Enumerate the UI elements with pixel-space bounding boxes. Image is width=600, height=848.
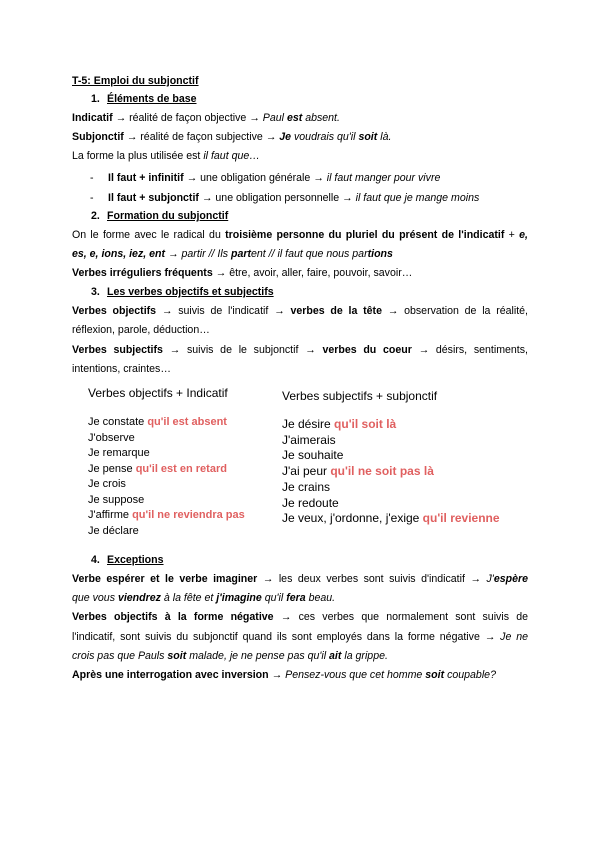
example: absent. [302,112,340,124]
term: verbes du coeur [322,344,412,356]
table-row [88,416,227,429]
verb-phrase: Je déclare [88,524,139,537]
text: On le forme avec le radical du [72,229,226,241]
line-formation [72,229,528,242]
text: → une obligation personnelle → [198,192,356,204]
table-row [88,432,135,445]
table-row [282,481,330,494]
term: Verbes irréguliers fréquents [72,267,213,279]
example: J' [486,573,494,585]
verb-phrase: Je souhaite [282,448,344,463]
line-negative [72,611,528,624]
example-verb: soit [425,669,445,681]
verb-phrase: Je désire [282,417,335,431]
example-subject: Je [279,131,292,143]
section-heading-3 [91,286,274,299]
text: La forme la plus utilisée est [72,150,204,162]
line-endings [72,248,393,261]
example: partir // Ils [181,248,231,260]
verb-phrase: Je suppose [88,493,145,506]
term: Verbes subjectifs [72,344,163,356]
example: coupable? [444,669,496,681]
text: → [268,669,286,681]
text: réflexion, parole, déduction… [72,324,210,336]
example-verb: fera [286,592,306,604]
line-esperer [72,573,528,586]
example: beau. [305,592,336,604]
example-ending: tions [367,248,393,260]
text: → [165,248,182,260]
term: Indicatif [72,112,113,124]
example: là. [377,131,392,143]
example: Paul [262,112,287,124]
verb-phrase: J'affirme [88,509,133,521]
verb-phrase: Je redoute [282,495,339,510]
table-row [88,478,126,491]
text: → ces verbes que normalement sont suivis de [273,611,529,623]
verb-phrase: Je veux, j'ordonne, j'exige [282,511,423,526]
term: Après une interrogation avec inversion [72,669,269,681]
example-verb: soit [358,131,378,143]
verb-phrase: Je pense [88,462,136,475]
line-forme [72,150,260,163]
text: → observation de la réalité, [381,305,528,317]
example: que vous [72,592,118,604]
example: Pensez-vous que cet homme [285,669,426,681]
line-reflexion [72,324,210,337]
highlighted-clause: qu'il revienne [422,511,500,526]
term: Subjonctif [72,131,124,143]
endings: es, e, ions, iez, ent [72,248,166,260]
table-row [282,512,500,525]
highlighted-clause: qu'il soit là [334,417,397,431]
section-number: 2. [91,210,100,222]
table-row [88,463,227,476]
verb-phrase: J'aimerais [282,432,336,447]
example: voudrais qu'il [291,131,359,143]
highlighted-clause: qu'il ne reviendra pas [132,509,245,521]
section-title: Les verbes objectifs et subjectifs [107,286,274,298]
term: Il faut + infinitif [108,172,184,184]
section-number: 3. [91,286,100,298]
text: intentions, craintes… [72,363,171,375]
text: → suivis de le subjonctif → [162,344,323,356]
text: → réalité de façon objective → [112,112,263,124]
table-left-header: Verbes objectifs + Indicatif [88,386,228,400]
example: malade, je ne pense pas qu'il [186,650,330,662]
line-intentions [72,363,171,376]
line-negative-example [72,650,388,663]
example: ent // il faut que nous par [250,248,368,260]
section-heading-4 [91,554,164,567]
section-title: Éléments de base [107,93,197,105]
line-indicatif [72,112,340,125]
bullet-dash: - [90,172,94,184]
highlighted-clause: qu'il est absent [147,416,227,428]
term: verbes de la tête [290,305,382,317]
section-title: Formation du subjonctif [107,210,229,222]
highlighted-clause: qu'il ne soit pas là [330,464,434,479]
section-heading-2 [91,210,228,223]
example: il faut manger pour vivre [326,172,441,184]
section-number: 4. [91,554,100,566]
line-verbes-objectifs [72,305,528,318]
verb-phrase: J'observe [88,431,135,444]
section-number: 1. [91,93,100,105]
table-row [282,418,396,431]
page-title: T-5: Emploi du subjonctif [72,75,199,87]
table-row [88,494,144,507]
example-verb: viendrez [117,592,161,604]
line-inversion [72,669,496,682]
verb-phrase: J'ai peur [282,464,331,479]
example: il faut que je mange moins [355,192,480,204]
line-subjonctif [72,131,391,144]
verb-phrase: Je crains [282,479,331,494]
term: Verbes objectifs à la forme négative [72,611,274,623]
term: troisième personne du pluriel du présent de l'indicatif [225,229,505,241]
table-row [282,465,434,478]
example-verb: soit [167,650,187,662]
example-verb: espère [493,573,528,585]
ending: e, [519,229,528,241]
table-row [88,447,150,460]
table-row [88,525,139,538]
example-verb: ait [329,650,342,662]
section-title: Exceptions [107,554,164,566]
verb-phrase: Je crois [88,478,126,490]
verb-phrase: Je remarque [88,447,150,459]
table-row [282,497,339,510]
example-verb: est [286,112,303,124]
text: → être, avoir, aller, faire, pouvoir, savoir… [212,267,413,279]
line-irreguliers [72,267,412,280]
bullet-dash: - [90,192,94,204]
term: Il faut + subjonctif [108,192,199,204]
highlighted-clause: qu'il est en retard [135,462,227,475]
text: → désirs, sentiments, [411,344,528,356]
example: la grippe. [341,650,388,662]
term: Verbes objectifs [72,305,157,317]
term: Verbe espérer et le verbe imaginer [72,573,258,585]
text: → suivis de l'indicatif → [156,305,291,317]
text: → une obligation générale → [183,172,327,184]
verb-phrase: Je constate [88,416,148,428]
example: il faut que… [203,150,260,162]
table-right-header: Verbes subjectifs + subjonctif [282,389,438,403]
table-row [88,509,245,522]
text: l'indicatif, sont suivis du subjonctif quand ils sont employés dans la forme négative → [72,631,501,643]
text: + [504,229,520,241]
line-negative-2 [72,631,528,644]
example: crois pas que Pauls [72,650,168,662]
example-radical: part [230,248,251,260]
example-verb: j'imagine [216,592,262,604]
text: → les deux verbes sont suivis d'indicatif → [257,573,487,585]
example: à la fête et [160,592,217,604]
table-row [282,434,336,447]
section-heading-1 [91,93,197,106]
table-row [282,449,343,462]
line-esperer-example [72,592,335,605]
text: → réalité de façon subjective → [123,131,280,143]
bullet-subjonctif [90,192,479,205]
example: qu'il [261,592,287,604]
line-verbes-subjectifs [72,344,528,357]
bullet-infinitif [90,172,440,185]
example: Je ne [500,631,528,643]
